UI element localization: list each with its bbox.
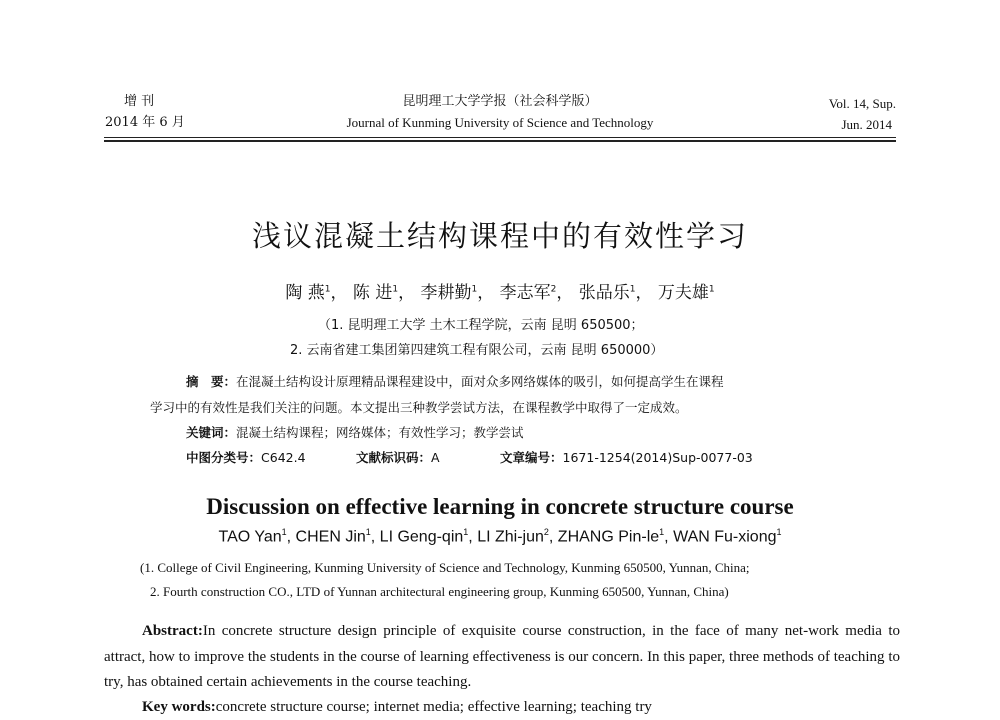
- issue-type: 增 刊: [124, 94, 155, 109]
- cn-affiliation-1: （1. 昆明理工大学 土木工程学院，云南 昆明 650500；: [318, 318, 644, 333]
- en-authors: TAO Yan$^1$, CHEN Jin$^1$, LI Geng-qin$^1$, LI Zhi-jun$^2$, ZHANG Pin-$le^1$, WAN Fu-xiong$^1$: [218, 527, 782, 546]
- cn-article-number: 文章编号：1671-1254(2014)Sup-0077-03: [500, 450, 753, 465]
- author: 张品乐: [578, 283, 630, 303]
- cn-affiliation-2: 2. 云南省建工集团第四建筑工程有限公司，云南 昆明 650000）: [290, 343, 664, 358]
- author: 陶 燕: [285, 283, 325, 303]
- cn-authors: 陶 燕$^1$， 陈 进$^1$， 李耕勤$^1$， 李志军$^2$， 张品乐$^1$， 万夫雄$^1$: [285, 283, 715, 303]
- en-abstract-label: Abstract:: [142, 623, 203, 639]
- cn-classification: 中图分类号：C642.4: [186, 450, 306, 465]
- cn-doc-code: 文献标识码：A: [356, 450, 440, 465]
- en-affiliation-1: (1. College of Civil Engineering, Kunming University of Science and Technology, Kunming 650500, Yunnan, China;: [140, 560, 750, 575]
- header-rule-thin: [104, 137, 896, 138]
- header-rule-thick: [104, 140, 896, 142]
- author: 万夫雄: [657, 283, 709, 303]
- journal-name-cn: 昆明理工大学学报（社会科学版）: [402, 94, 598, 109]
- author: 陈 进: [352, 283, 393, 303]
- author: 李志军: [499, 283, 551, 303]
- cn-abstract-label: 摘 要：: [186, 374, 237, 389]
- en-abstract: Abstract:In concrete structure design principle of exquisite course construction, in the face of many net-work media to attract, how to improve the students in the course of learning effectiveness is our concern. In this paper, three methods of teaching to try, has obtained certain achievements in the course teaching.: [104, 623, 900, 690]
- issue-date: 2014 年 6 月: [105, 115, 185, 130]
- author: 李耕勤: [420, 283, 472, 303]
- cn-title: 浅议混凝土结构课程中的有效性学习: [251, 219, 748, 253]
- cn-abstract-line-1: 摘 要：在混凝土结构设计原理精品课程建设中，面对众多网络媒体的吸引，如何提高学生在课程: [186, 374, 724, 389]
- en-affiliation-2: 2. Fourth construction CO., LTD of Yunnan architectural engineering group, Kunming 650500, Yunnan, China): [150, 584, 729, 599]
- cn-abstract-line-2: 学习中的有效性是我们关注的问题。本文提出三种教学尝试方法，在课程教学中取得了一定成效。: [150, 400, 688, 415]
- journal-name-en: Journal of Kunming University of Science and Technology: [346, 115, 654, 130]
- issue-month: Jun. 2014: [841, 117, 892, 132]
- cn-keywords: 关键词：混凝土结构课程；网络媒体；有效性学习；教学尝试: [186, 425, 524, 440]
- en-keywords: Key words:concrete structure course; internet media; effective learning; teaching try: [142, 699, 652, 715]
- volume: Vol. 14, Sup.: [828, 96, 896, 111]
- en-title: Discussion on effective learning in concrete structure course: [206, 494, 794, 519]
